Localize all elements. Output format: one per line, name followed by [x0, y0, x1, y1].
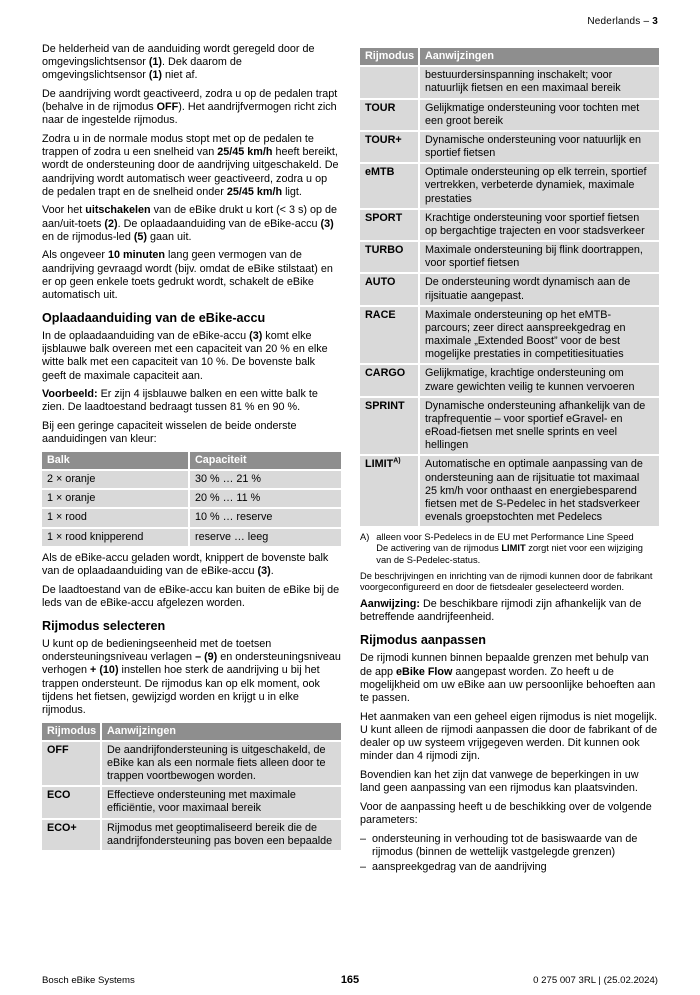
table-cell-mode: SPRINT: [360, 398, 418, 455]
table-cell: Maximale ondersteuning bij flink doortrappen, voor sportief fietsen: [420, 242, 659, 272]
bullet-item-support: [360, 833, 659, 859]
left-column: [42, 43, 341, 856]
table-cell: 10 % … reserve: [190, 509, 341, 526]
bullet-item-response: [360, 861, 659, 874]
paragraph-charging-blink: Als de eBike-accu geladen wordt, knippert de bovenste balk van de oplaadaanduiding van de eBike-accu (3).: [42, 551, 329, 577]
footer-page-number: 165: [340, 974, 360, 986]
table-cell-mode: eMTB: [360, 164, 418, 208]
table-cell: 20 % … 11 %: [190, 490, 341, 507]
bullet-text: ondersteuning in verhouding tot de basiswaarde van de rijmodus (binnen de wettelijk vastgelegde grenzen): [372, 832, 638, 858]
table-cell-mode: TOUR: [360, 100, 418, 130]
table-cell: reserve … leeg: [190, 529, 341, 546]
bullet-text: aanspreekgedrag van de aandrijving: [372, 860, 547, 873]
paragraph-preconfigured: De beschrijvingen en inrichting van de rijmodi kunnen door de fabrikant voorgeconfigureerd en door de fietsdealer geselecteerd worden.: [360, 570, 653, 592]
table-cell: Rijmodus met geoptimaliseerd bereik die de aandrijfondersteuning pas boven een bepaalde: [102, 820, 341, 850]
table-cell-mode: TOUR+: [360, 132, 418, 162]
paragraph-select-mode: U kunt op de bedieningseenheid met de toetsen ondersteuningsniveau verlagen – (9) en ondersteuningsniveau verhogen + (10) instellen hoe sterk de aandrijving u bij het trappen ondersteunt. De rijmodus kan op elk moment, ook tijdens het fietsen, gewijzigd worden en krijgt u in elke rijmodus.: [42, 638, 341, 716]
table-header-cell: Aanwijzingen: [420, 48, 659, 65]
table-cell-mode: $LIMIT^{A)}$: [360, 456, 418, 526]
paragraph-switch-off: Voor het uitschakelen van de eBike drukt u kort (< 3 s) op de aan/uit-toets (2). De oplaadaanduiding van de eBike-accu (3) en de rijmodus-led (5) gaan uit.: [42, 204, 338, 243]
page-footer: [42, 972, 658, 986]
header-page-number: 3: [652, 16, 658, 27]
table-cell-mode: AUTO: [360, 274, 418, 304]
table-cell: Krachtige ondersteuning voor sportief fietsen op bergachtige trajecten en voor stadsverkeer: [420, 210, 659, 240]
ride-mode-table-left: [42, 723, 341, 850]
paragraph-ebike-flow: De rijmodi kunnen binnen bepaalde grenzen met behulp van de app eBike Flow aangepast worden. Zo heeft u de mogelijkheid om uw eBike aan uw persoonlijke behoeften aan te passen.: [360, 652, 656, 704]
table-cell: Gelijkmatige, krachtige ondersteuning om zware gewichten veilig te kunnen vervoeren: [420, 365, 659, 395]
table-cell: bestuurdersinspanning inschakelt; voor natuurlijk fietsen en een maximaal bereik: [420, 67, 659, 97]
table-header-cell: Capaciteit: [190, 452, 341, 469]
table-cell: Optimale ondersteuning op elk terrein, sportief vertrekken, verbeterde dynamiek, maximale prestaties: [420, 164, 659, 208]
table-header-cell: Rijmodus: [360, 48, 418, 65]
paragraph-drive-activation: De aandrijving wordt geactiveerd, zodra u op de pedalen trapt (behalve in de rijmodus OFF). Het aandrijfvermogen richt zich naar de ingestelde rijmodus.: [42, 88, 338, 127]
ride-mode-table-right: [360, 48, 659, 526]
table-cell: 30 % … 21 %: [190, 471, 341, 488]
paragraph-brightness: De helderheid van de aanduiding wordt geregeld door de omgevingslichtsensor (1). Dek daarom de omgevingslichtsensor (1) niet af.: [42, 43, 315, 82]
footer-document-number: 0 275 007 3RL | (25.02.2024): [533, 975, 658, 986]
footnote-marker: A): [360, 532, 370, 543]
table-cell-mode: CARGO: [360, 365, 418, 395]
table-cell-mode: [360, 67, 418, 97]
table-cell-mode: SPORT: [360, 210, 418, 240]
paragraph-battery-leds: De laadtoestand van de eBike-accu kan buiten de eBike bij de leds van de eBike-accu afgelezen worden.: [42, 583, 340, 609]
paragraph-charge-bars: In de oplaadaanduiding van de eBike-accu (3) komt elke ijsblauwe balk overeen met een capaciteit van 20 % en elke witte balk met een capaciteit van 10 %. De bovenste balk geeft de maximale capaciteit aan.: [42, 330, 328, 382]
table-cell: Effectieve ondersteuning met maximale efficiëntie, voor maximaal bereik: [102, 787, 341, 817]
footnote-a: [360, 532, 659, 565]
heading-select-mode: Rijmodus selecteren: [42, 619, 166, 634]
table-cell-mode: OFF: [42, 742, 100, 786]
table-header-cell: Balk: [42, 452, 188, 469]
paragraph-auto-shutdown: Als ongeveer 10 minuten lang geen vermogen van de aandrijving gevraagd wordt (bijv. omdat de eBike stilstaat) en er op geen enkele toets gedrukt wordt, schakelt de eBike automatisch uit.: [42, 249, 333, 301]
table-cell: Dynamische ondersteuning voor natuurlijk en sportief fietsen: [420, 132, 659, 162]
table-cell: De aandrijfondersteuning is uitgeschakeld, de eBike kan als een normale fiets alleen door te trappen voortbewogen worden.: [102, 742, 341, 786]
paragraph-parameters-intro: Voor de aanpassing heeft u de beschikking over de volgende parameters:: [360, 800, 652, 826]
two-column-layout: [42, 43, 658, 876]
table-cell: Dynamische ondersteuning afhankelijk van de trapfrequentie – voor sportief eGravel- en eRoad-fietsen met snelle sprints en veel hellingen: [420, 398, 659, 455]
right-column: [360, 43, 659, 876]
paragraph-charge-example: Voorbeeld: Er zijn 4 ijsblauwe balken en een witte balk te zien. De laadtoestand bedraagt tussen 81 % en 90 %.: [42, 388, 318, 414]
paragraph-note-availability: Aanwijzing: De beschikbare rijmodi zijn afhankelijk van de betreffende aandrijfeenheid.: [360, 598, 642, 624]
heading-charge-indicator: Oplaadaanduiding van de eBike-accu: [42, 311, 266, 326]
table-cell: Gelijkmatige ondersteuning voor tochten met een groot bereik: [420, 100, 659, 130]
table-cell: 2 × oranje: [42, 471, 188, 488]
page-header: [42, 16, 658, 27]
capacity-table: [42, 452, 341, 546]
table-header-cell: Rijmodus: [42, 723, 100, 740]
bullet-dash: –: [360, 860, 367, 873]
paragraph-low-capacity: Bij een geringe capaciteit wisselen de beide onderste aanduidingen van kleur:: [42, 420, 297, 446]
paragraph-own-mode: Het aanmaken van een geheel eigen rijmodus is niet mogelijk. U kunt alleen de rijmodi aanpassen die door de fabrikant of de dealer op uw systeem vrijgegeven werden. Dit kunnen ook minder dan 4 rijmodi zijn.: [360, 710, 658, 763]
table-cell: 1 × rood: [42, 509, 188, 526]
paragraph-country-limits: Bovendien kan het zijn dat vanwege de beperkingen in uw land geen aanpassing van een rijmodus kan plaatsvinden.: [360, 768, 639, 794]
table-cell: Maximale ondersteuning op het eMTB-parcours; zeer direct aanspreekgedrag en maximale „Extended Boost” voor de best mogelijke prestaties in competitiesituaties: [420, 307, 659, 364]
footnote-text: alleen voor S-Pedelecs in de EU met Performance Line Speed De activering van de rijmodus LIMIT zorgt niet voor een wijziging van de S-Pedelec-status.: [376, 532, 643, 565]
table-cell: Automatische en optimale aanpassing van de ondersteuning aan de rijsituatie tot maximaal 25 km/h voor onthaast en energiebesparend fietsen met de S-Pedelec in het stadsverkeer evenals groepstochten met Pedelecs: [420, 456, 659, 526]
table-cell-mode: ECO: [42, 787, 100, 817]
table-cell-mode: TURBO: [360, 242, 418, 272]
table-cell-mode: ECO+: [42, 820, 100, 850]
bullet-dash: –: [360, 832, 367, 845]
table-header-cell: Aanwijzingen: [102, 723, 341, 740]
footer-brand: Bosch eBike Systems: [42, 975, 135, 986]
table-cell: 1 × oranje: [42, 490, 188, 507]
table-cell-mode: RACE: [360, 307, 418, 364]
table-cell: De ondersteuning wordt dynamisch aan de rijsituatie aangepast.: [420, 274, 659, 304]
table-cell: 1 × rood knipperend: [42, 529, 188, 546]
header-language-label: Nederlands –: [587, 16, 653, 27]
heading-adjust-mode: Rijmodus aanpassen: [360, 633, 486, 648]
paragraph-speed-cutoff: Zodra u in de normale modus stopt met op de pedalen te trappen of zodra u een snelheid van 25/45 km/h heeft bereikt, wordt de ondersteuning door de aandrijving uitgeschakeld. De aandrijving wordt automatisch weer geactiveerd, zodra u op de pedalen trapt en de snelheid onder 25/45 km/h ligt.: [42, 133, 339, 198]
